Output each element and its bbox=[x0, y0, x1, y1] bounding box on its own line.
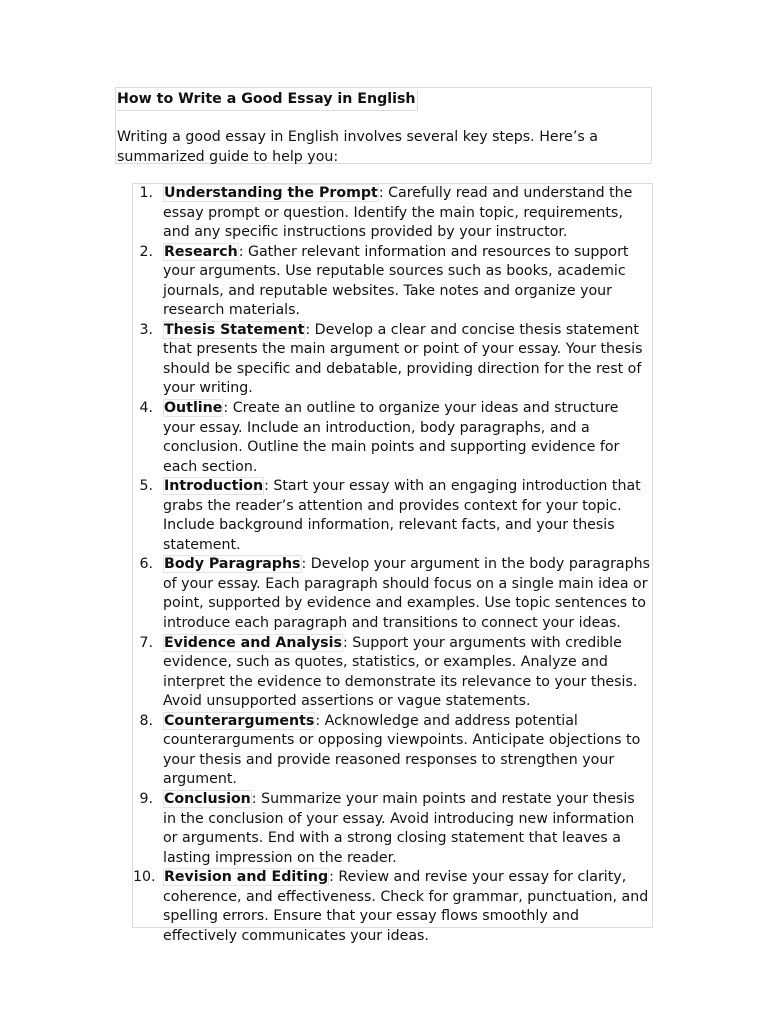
step-item bbox=[133, 868, 652, 946]
step-description: : Gather relevant information and resources to support your arguments. Use reputable sources such as books, academic journals, and reputable websites. Take notes and organize your research materials. bbox=[163, 243, 629, 319]
document-title: How to Write a Good Essay in English bbox=[117, 90, 418, 111]
step-term: Evidence and Analysis bbox=[164, 634, 342, 651]
step-item bbox=[133, 790, 652, 868]
step-description: : Develop a clear and concise thesis statement that presents the main argument or point of your essay. Your thesis should be specific and debatable, providing direction for the rest of your writing. bbox=[163, 321, 643, 397]
step-text bbox=[163, 399, 651, 477]
step-text bbox=[163, 243, 651, 321]
step-number: 10. bbox=[133, 869, 156, 886]
step-term: Revision and Editing bbox=[164, 869, 329, 886]
step-item bbox=[133, 321, 652, 399]
step-item bbox=[133, 634, 652, 712]
intro-paragraph: Writing a good essay in English involves several key steps. Here’s a summarized guide to help you: bbox=[117, 129, 598, 165]
step-term: Research bbox=[164, 243, 238, 260]
step-item bbox=[133, 477, 652, 555]
step-description: : Create an outline to organize your ideas and structure your essay. Include an introduction, body paragraphs, and a conclusion. Outline the main points and supporting evidence for each section. bbox=[163, 400, 620, 475]
step-text bbox=[163, 321, 651, 399]
step-text bbox=[163, 477, 651, 555]
step-term: Conclusion bbox=[164, 790, 251, 807]
step-term: Thesis Statement bbox=[164, 321, 305, 338]
step-number: 5. bbox=[139, 478, 153, 495]
step-number: 2. bbox=[139, 243, 153, 260]
step-text bbox=[163, 555, 651, 633]
step-term: Introduction bbox=[164, 478, 264, 495]
step-item bbox=[133, 399, 652, 477]
step-number: 4. bbox=[139, 400, 153, 417]
step-text bbox=[163, 634, 651, 712]
step-description: : Acknowledge and address potential counterarguments or opposing viewpoints. Anticipate objections to your thesis and provide reasoned responses to strengthen your argument. bbox=[163, 712, 641, 788]
step-description: : Support your arguments with credible evidence, such as quotes, statistics, or examples. Analyze and interpret the evidence to demonstrate its relevance to your thesis. Avoid unsupported assertions or vague statements. bbox=[163, 634, 638, 710]
step-item bbox=[133, 243, 652, 321]
step-term: Counterarguments bbox=[164, 712, 315, 729]
step-number: 3. bbox=[139, 321, 153, 338]
step-number: 6. bbox=[139, 556, 153, 573]
step-number: 8. bbox=[139, 712, 153, 729]
step-term: Body Paragraphs bbox=[164, 556, 301, 573]
step-item bbox=[133, 712, 652, 790]
step-number: 9. bbox=[139, 790, 153, 807]
step-description: : Carefully read and understand the essay prompt or question. Identify the main topic, requirements, and any specific instructions provided by your instructor. bbox=[163, 185, 633, 241]
step-term: Understanding the Prompt bbox=[164, 185, 378, 201]
step-text bbox=[163, 790, 651, 868]
step-description: : Summarize your main points and restate your thesis in the conclusion of your essay. Avoid introducing new information or arguments. End with a strong closing statement that leaves a lasting impression on the reader. bbox=[163, 790, 635, 866]
step-number: 1. bbox=[139, 185, 153, 201]
step-description: : Start your essay with an engaging introduction that grabs the reader’s attention and provides context for your topic. Include background information, relevant facts, and your thesis statement. bbox=[163, 478, 641, 553]
steps-section bbox=[132, 183, 653, 944]
step-item bbox=[133, 555, 652, 633]
step-description: : Develop your argument in the body paragraphs of your essay. Each paragraph should focus on a single main idea or point, supported by evidence and examples. Use topic sentences to introduce each paragraph and transitions to connect your ideas. bbox=[163, 556, 650, 632]
step-number: 7. bbox=[139, 634, 153, 651]
step-text bbox=[163, 868, 651, 946]
step-item bbox=[133, 184, 652, 243]
step-description: : Review and revise your essay for clarity, coherence, and effectiveness. Check for grammar, punctuation, and spelling errors. Ensure that your essay flows smoothly and effectively communicates your ideas. bbox=[163, 869, 649, 944]
intro-section bbox=[115, 87, 652, 164]
steps-list bbox=[133, 184, 652, 946]
step-text bbox=[163, 712, 651, 790]
step-term: Outline bbox=[164, 400, 223, 417]
step-text bbox=[163, 184, 651, 243]
